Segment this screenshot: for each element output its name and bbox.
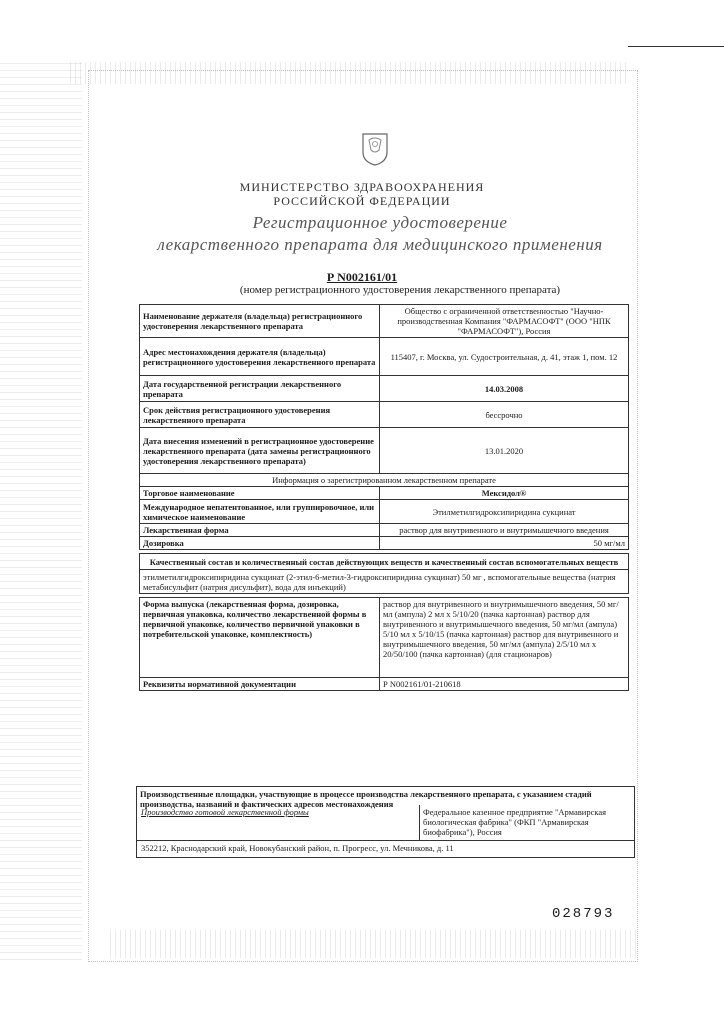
table-row [140,524,629,537]
normative-label: Реквизиты нормативной документации [140,678,380,691]
table-row [140,428,629,474]
title-line1: Регистрационное удостоверение [252,213,508,232]
ministry-line1: МИНИСТЕРСТВО ЗДРАВООХРАНЕНИЯ [239,180,485,194]
ministry-name [0,180,724,208]
table-row [140,500,629,524]
registration-number: Р N002161/01 [326,270,398,284]
table-row [140,554,629,570]
production-header: Производственные площадки, участвующие в процессе производства лекарственного препарата, с указанием стадий производства, названий и фактических адресов местонахождения [140,789,592,809]
production-company: Федеральное казенное предприятие "Армавирская биологическая фабрика" (ФКП "Армавирская биофабрика"), Россия [423,807,607,837]
registration-date-label: Дата государственной регистрации лекарственного препарата [140,376,380,402]
address-label: Адрес местонахождения держателя (владельца) регистрационного удостоверения лекарственного препарата [140,338,380,376]
table-row [140,474,629,487]
address-value: 115407, г. Москва, ул. Судостроительная, д. 41, этаж 1, пом. 12 [380,338,629,376]
change-date-label: Дата внесения изменений в регистрационное удостоверение лекарственного препарата (дата замены регистрационного удостоверения лекарственного препарата) [140,428,380,474]
dosage-form-label: Лекарственная форма [140,524,380,537]
dosage-label: Дозировка [140,537,380,550]
dosage-form-value: раствор для внутривенного и внутримышечного введения [380,524,629,537]
table-row [140,598,629,678]
release-form-value: раствор для внутривенного и внутримышечного введения, 50 мг/мл (ампула) 2 мл х 5/10/20 (пачка картонная) раствор для внутривенного и внутримышечного введения, 50 мг/мл (ампула) 5/10 мл х 5/10/15 (пачка картонная) раствор для внутривенного и внутримышечного введения, 50 мг/мл (ампула) 2/5/10 мл х 20/50/100 (пачка картонная) (для стационаров) [380,598,629,678]
table-row [140,678,629,691]
table-row [140,376,629,402]
registration-table [139,304,629,691]
production-sites [136,786,635,858]
normative-value: Р N002161/01-210618 [380,678,629,691]
document-title [0,212,724,256]
dosage-value: 50 мг/мл [380,537,629,550]
inn-value: Этилметилгидроксипиридина сукцинат [380,500,629,524]
serial-number: 028793 [552,906,615,922]
table-row [140,338,629,376]
validity-label: Срок действия регистрационного удостоверения лекарственного препарата [140,402,380,428]
production-address: 352212, Краснодарский край, Новокубанский район, п. Прогресс, ул. Мечникова, д. 11 [141,843,454,853]
table-row [140,537,629,550]
trade-name-label: Торговое наименование [140,487,380,500]
inn-label: Международное непатентованное, или группировочное, или химическое наименование [140,500,380,524]
table-row [140,305,629,338]
table-row [140,402,629,428]
info-header: Информация о зарегистрированном лекарственном препарате [140,474,629,487]
registration-caption: (номер регистрационного удостоверения лекарственного препарата) [239,284,561,296]
change-date-value: 13.01.2020 [380,428,629,474]
ministry-line2: РОССИЙСКОЙ ФЕДЕРАЦИИ [273,194,451,208]
holder-value: Общество с ограниченной ответственностью "Научно-производственная Компания "ФАРМАСОФТ" (ООО "НПК "ФАРМАСОФТ"), Россия [380,305,629,338]
table-row [140,570,629,594]
release-form-label: Форма выпуска (лекарственная форма, дозировка, первичная упаковка, количество лекарственной формы в первичной упаковке, количество первичной упаковки в потребительской упаковке, комплектность) [140,598,380,678]
composition-text: этилметилгидроксипиридина сукцинат (2-этил-6-метил-3-гидроксипиридина сукцинат) 50 мг , вспомогательные вещества (натрия метабисульфит (натрия дисульфит), вода для инъекций) [140,570,629,594]
holder-label: Наименование держателя (владельца) регистрационного удостоверения лекарственного препарата [140,305,380,338]
production-stage: Производство готовой лекарственной формы [141,807,309,817]
registration-date-value: 14.03.2008 [380,376,629,402]
composition-header: Качественный состав и количественный состав действующих веществ и качественный состав вспомогательных веществ [140,554,629,570]
corner-mark [628,46,724,47]
coat-of-arms-icon [360,130,390,166]
divider [419,805,420,841]
trade-name-value: Мексидол® [380,487,629,500]
title-line2: лекарственного препарата для медицинского применения [157,235,603,254]
table-row [140,487,629,500]
validity-value: бессрочно [380,402,629,428]
divider [137,840,634,841]
